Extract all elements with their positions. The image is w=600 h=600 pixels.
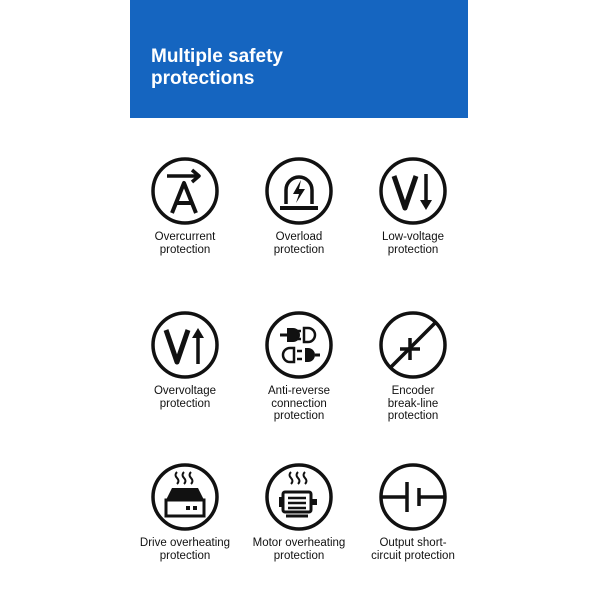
label-line: Overload xyxy=(275,231,323,243)
label-line: circuit protection xyxy=(371,549,455,562)
anti-reverse-plug-icon xyxy=(264,310,334,380)
label-line: Motor overheating xyxy=(252,537,346,549)
feature-label xyxy=(358,385,468,423)
feature-motor-overheating xyxy=(244,462,354,562)
label-line: break-line xyxy=(387,397,439,410)
label-line: protection xyxy=(273,243,325,256)
low-voltage-icon xyxy=(378,156,448,226)
page-title xyxy=(151,46,283,90)
current-arrow-icon xyxy=(150,156,220,226)
feature-label xyxy=(244,385,354,423)
label-line: Overvoltage xyxy=(153,385,216,397)
drive-overheat-icon xyxy=(150,462,220,532)
feature-label xyxy=(358,537,468,562)
feature-overcurrent xyxy=(130,156,240,256)
overload-beacon-icon xyxy=(264,156,334,226)
feature-overvoltage xyxy=(130,310,240,410)
safety-panel xyxy=(130,0,468,600)
feature-anti-reverse xyxy=(244,310,354,423)
label-line: protection xyxy=(159,243,211,256)
feature-label xyxy=(130,231,240,256)
header-banner xyxy=(130,0,468,118)
label-line: protection xyxy=(273,549,325,562)
label-line: Low-voltage xyxy=(381,231,444,243)
short-circuit-icon xyxy=(378,462,448,532)
label-line: Anti-reverse xyxy=(268,385,330,397)
label-line: protection xyxy=(159,549,211,562)
feature-drive-overheating xyxy=(130,462,240,562)
feature-label xyxy=(358,231,468,256)
feature-overload xyxy=(244,156,354,256)
label-line: Drive overheating xyxy=(139,537,231,549)
label-line: protection xyxy=(273,410,325,422)
label-line: protection xyxy=(387,410,439,422)
feature-label xyxy=(130,385,240,410)
label-line: Overcurrent xyxy=(154,231,216,243)
label-line: Encoder xyxy=(391,385,435,397)
label-line: Output short- xyxy=(379,537,447,549)
label-line: connection xyxy=(271,397,327,410)
motor-overheat-icon xyxy=(264,462,334,532)
encoder-break-icon xyxy=(378,310,448,380)
feature-short-circuit xyxy=(358,462,468,562)
over-voltage-icon xyxy=(150,310,220,380)
feature-label xyxy=(244,231,354,256)
feature-label xyxy=(244,537,354,562)
label-line: protection xyxy=(159,397,211,410)
label-line: protection xyxy=(387,243,439,256)
feature-encoder-break xyxy=(358,310,468,423)
feature-label xyxy=(130,537,240,562)
title-line-2: protections xyxy=(151,68,255,89)
title-line-1: Multiple safety xyxy=(151,46,283,67)
feature-low-voltage xyxy=(358,156,468,256)
